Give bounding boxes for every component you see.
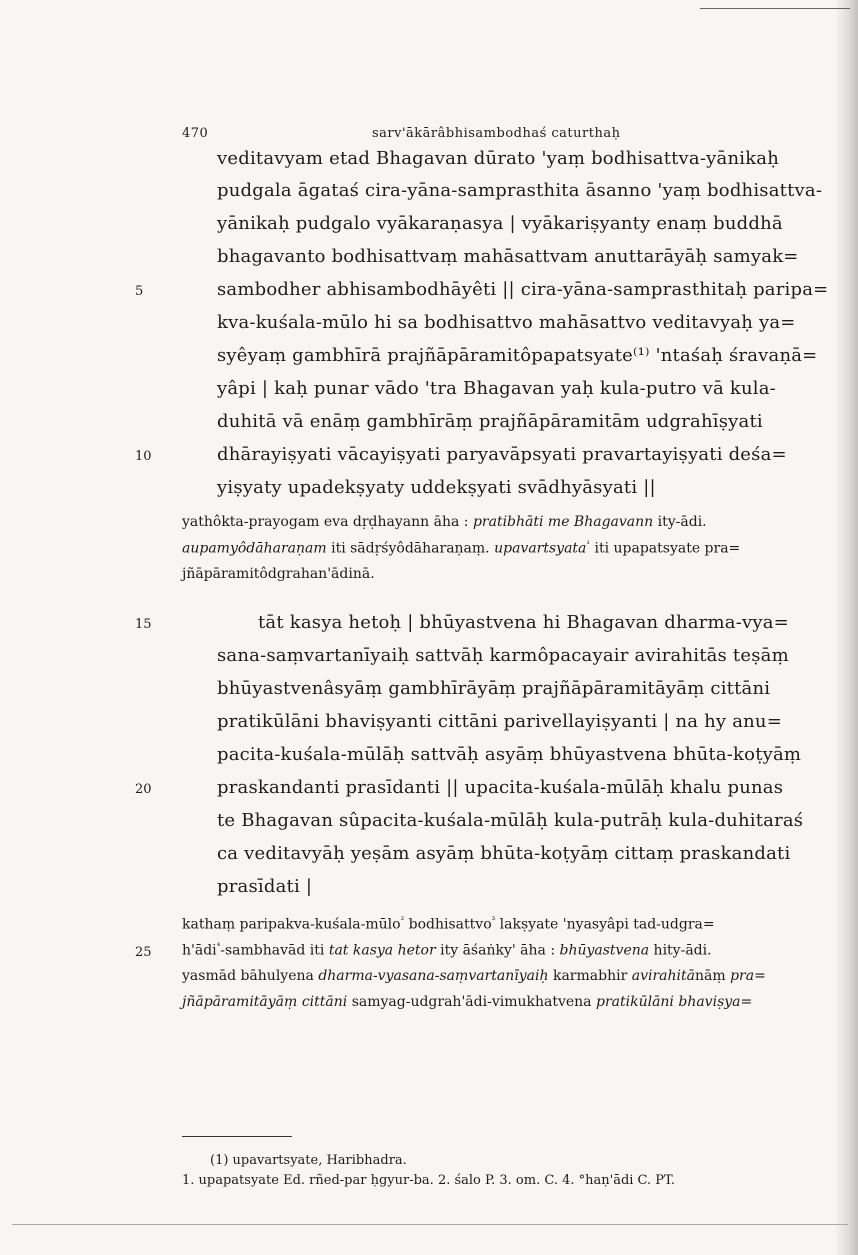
commentary-line: aupamyôdāharaṇam iti sādṛśyôdāharaṇaṃ. upavartsyata$^{^1}$ iti upapatsyate pra= — [182, 540, 741, 557]
footnote-rule — [182, 1136, 292, 1137]
commentary-line: h'ādi$^{^4}$-sambhavād iti tat kasya hetor ity āśaṅky' āha : bhūyastvena hity-ādi. — [182, 942, 712, 959]
footnote: (1) upavartsyate, Haribhadra. — [210, 1153, 407, 1168]
main-line: bhagavanto bodhisattvaṃ mahāsattvam anuttarāyāḥ samyak= — [217, 246, 799, 267]
footnote: 1. upapatsyate Ed. rñed-par ḥgyur-ba. 2. śalo P. 3. om. C. 4. °haṇ'ādi C. PT. — [182, 1173, 675, 1188]
line-number: 25 — [135, 945, 152, 960]
main-line: yānikaḥ pudgalo vyākaraṇasya | vyākariṣyanty enaṃ buddhā — [217, 213, 783, 234]
main-line: pudgala āgataś cira-yāna-samprasthita āsanno 'yaṃ bodhisattva- — [217, 180, 823, 201]
main-line: veditavyam etad Bhagavan dūrato 'yaṃ bodhisattva-yānikaḥ — [217, 148, 780, 169]
main-line: sana-saṃvartanīyaiḥ sattvāḥ karmôpacayair avirahitās teṣāṃ — [217, 645, 789, 666]
running-title: sarv'ākārâbhisambodhaś caturthaḥ — [372, 126, 621, 141]
main-line: bhūyastvenâsyāṃ gambhīrāyāṃ prajñāpāramitāyāṃ cittāni — [217, 678, 771, 699]
main-line: kva-kuśala-mūlo hi sa bodhisattvo mahāsattvo veditavyaḥ ya= — [217, 312, 796, 333]
main-line: yâpi | kaḥ punar vādo 'tra Bhagavan yaḥ kula-putro vā kula- — [217, 378, 776, 399]
main-line: pacita-kuśala-mūlāḥ sattvāḥ asyāṃ bhūyastvena bhūta-koṭyāṃ — [217, 744, 802, 765]
main-line: syêyaṃ gambhīrā prajñāpāramitôpapatsyate⁽¹⁾ 'ntaśaḥ śravaṇā= — [217, 345, 818, 366]
commentary-line: yathôkta-prayogam eva dṛḍhayann āha : pratibhāti me Bhagavann ity-ādi. — [182, 514, 707, 530]
main-line: sambodher abhisambodhāyêti || cira-yāna-samprasthitaḥ paripa= — [217, 279, 829, 300]
line-number: 10 — [135, 449, 152, 464]
page-edge-shadow — [834, 0, 858, 1255]
commentary-line: jñāpāramitāyāṃ cittāni samyag-udgrah'ādi-vimukhatvena pratikūlāni bhaviṣya= — [182, 994, 753, 1010]
commentary-line: kathaṃ paripakva-kuśala-mūlo$^{^2}$ bodhisattvo$^{^3}$ lakṣyate 'nyasyâpi tad-udgra= — [182, 916, 715, 933]
line-number: 5 — [135, 284, 144, 299]
main-line: dhārayiṣyati vācayiṣyati paryavāpsyati pravartayiṣyati deśa= — [217, 444, 787, 465]
main-line: pratikūlāni bhaviṣyanti cittāni parivellayiṣyanti | na hy anu= — [217, 711, 782, 732]
commentary-line: jñāpāramitôdgrahan'ādinā. — [182, 566, 375, 582]
main-line: ca veditavyāḥ yeṣām asyāṃ bhūta-koṭyāṃ cittaṃ praskandati — [217, 843, 791, 864]
top-scan-rule — [700, 8, 850, 9]
main-line: prasīdati | — [217, 876, 313, 897]
main-line: praskandanti prasīdanti || upacita-kuśala-mūlāḥ khalu punas — [217, 777, 784, 798]
bottom-scan-rule — [12, 1224, 848, 1225]
main-line: yiṣyaty upadekṣyaty uddekṣyati svādhyāsyati || — [217, 477, 656, 498]
main-line: te Bhagavan sûpacita-kuśala-mūlāḥ kula-putrāḥ kula-duhitaraś — [217, 810, 804, 831]
main-line: tāt kasya hetoḥ | bhūyastvena hi Bhagavan dharma-vya= — [258, 612, 789, 633]
main-line: duhitā vā enāṃ gambhīrāṃ prajñāpāramitām udgrahīṣyati — [217, 411, 763, 432]
commentary-line: yasmād bāhulyena dharma-vyasana-saṃvartanīyaiḥ karmabhir avirahitānāṃ pra= — [182, 968, 766, 984]
line-number: 20 — [135, 782, 152, 797]
page-number: 470 — [182, 126, 209, 141]
line-number: 15 — [135, 617, 152, 632]
